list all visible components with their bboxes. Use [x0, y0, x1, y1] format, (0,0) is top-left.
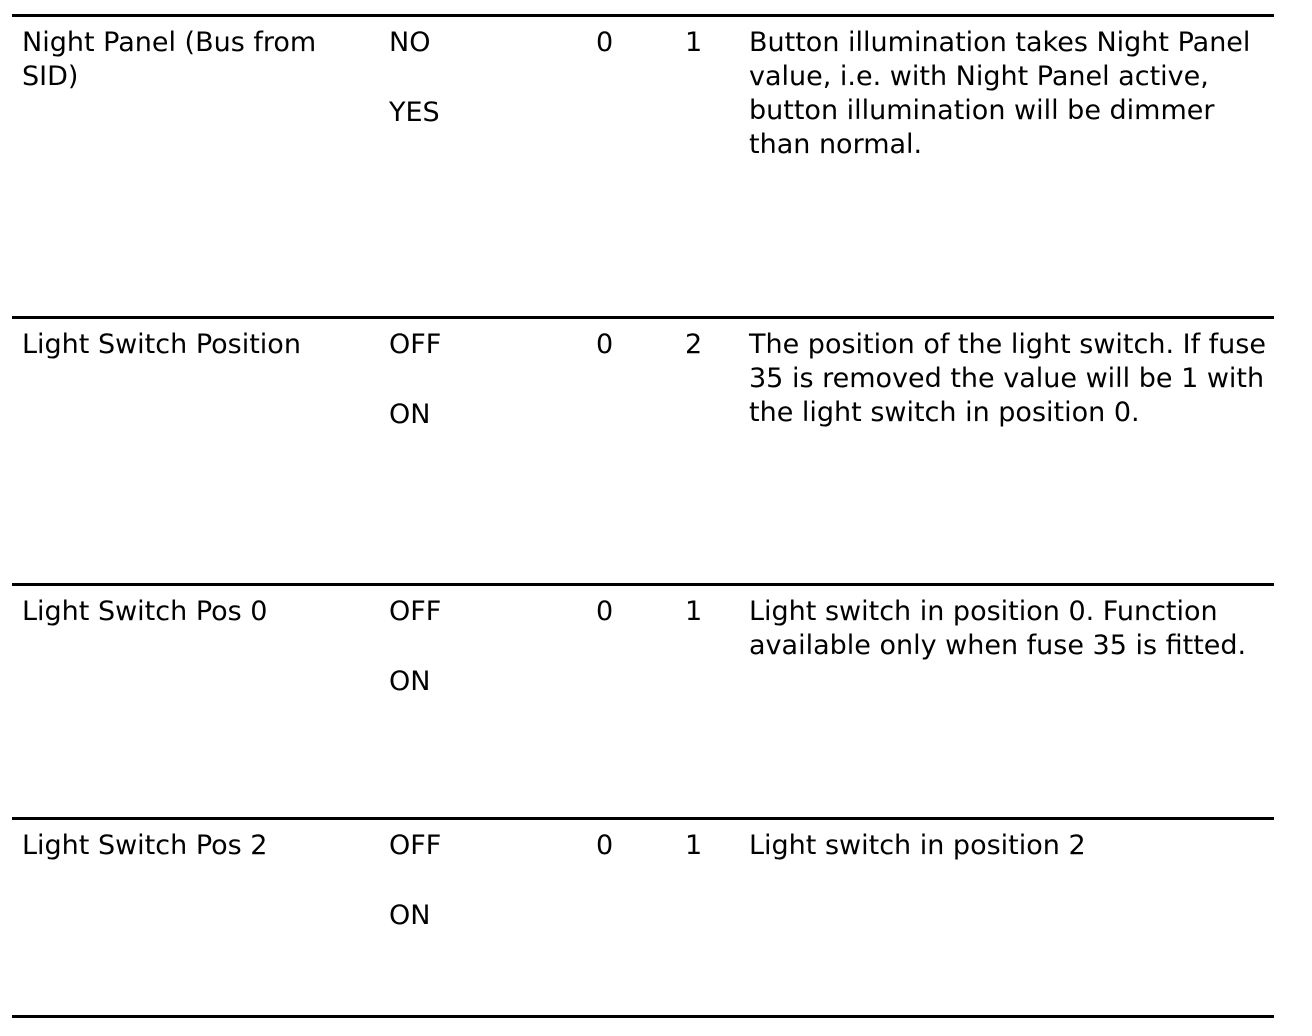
value-option: OFF: [389, 596, 442, 627]
parameter-description: The position of the light switch. If fuse 35 is removed the value will be 1 with the light switch in position 0.: [749, 329, 1266, 428]
value-option: ON: [389, 666, 431, 697]
max-value: 1: [685, 830, 703, 861]
parameter-values: [389, 595, 569, 699]
max-value: 2: [685, 329, 703, 360]
table-row: [12, 14, 1274, 316]
value-option: ON: [389, 399, 431, 430]
parameter-name: Light Switch Pos 0: [22, 596, 268, 627]
parameter-description: Light switch in position 0. Function available only when fuse 35 is fitted.: [749, 596, 1247, 661]
parameter-name: Night Panel (Bus from SID): [22, 27, 317, 92]
min-value: 0: [596, 27, 614, 58]
value-option: ON: [389, 900, 431, 931]
table-row: [12, 817, 1274, 1018]
parameter-table: [12, 14, 1274, 1018]
parameter-name: Light Switch Position: [22, 329, 301, 360]
table-row: [12, 316, 1274, 583]
value-option: OFF: [389, 329, 442, 360]
parameter-description: Button illumination takes Night Panel value, i.e. with Night Panel active, button illumination will be dimmer than normal.: [749, 27, 1251, 160]
value-option: OFF: [389, 830, 442, 861]
parameter-description: Light switch in position 2: [749, 830, 1086, 861]
value-option: YES: [389, 97, 440, 128]
value-option: NO: [389, 27, 431, 58]
min-value: 0: [596, 596, 614, 627]
max-value: 1: [685, 596, 703, 627]
min-value: 0: [596, 830, 614, 861]
parameter-values: [389, 829, 569, 933]
table-row: [12, 583, 1274, 817]
max-value: 1: [685, 27, 703, 58]
parameter-name: Light Switch Pos 2: [22, 830, 268, 861]
parameter-values: [389, 328, 569, 432]
parameter-values: [389, 26, 569, 130]
min-value: 0: [596, 329, 614, 360]
